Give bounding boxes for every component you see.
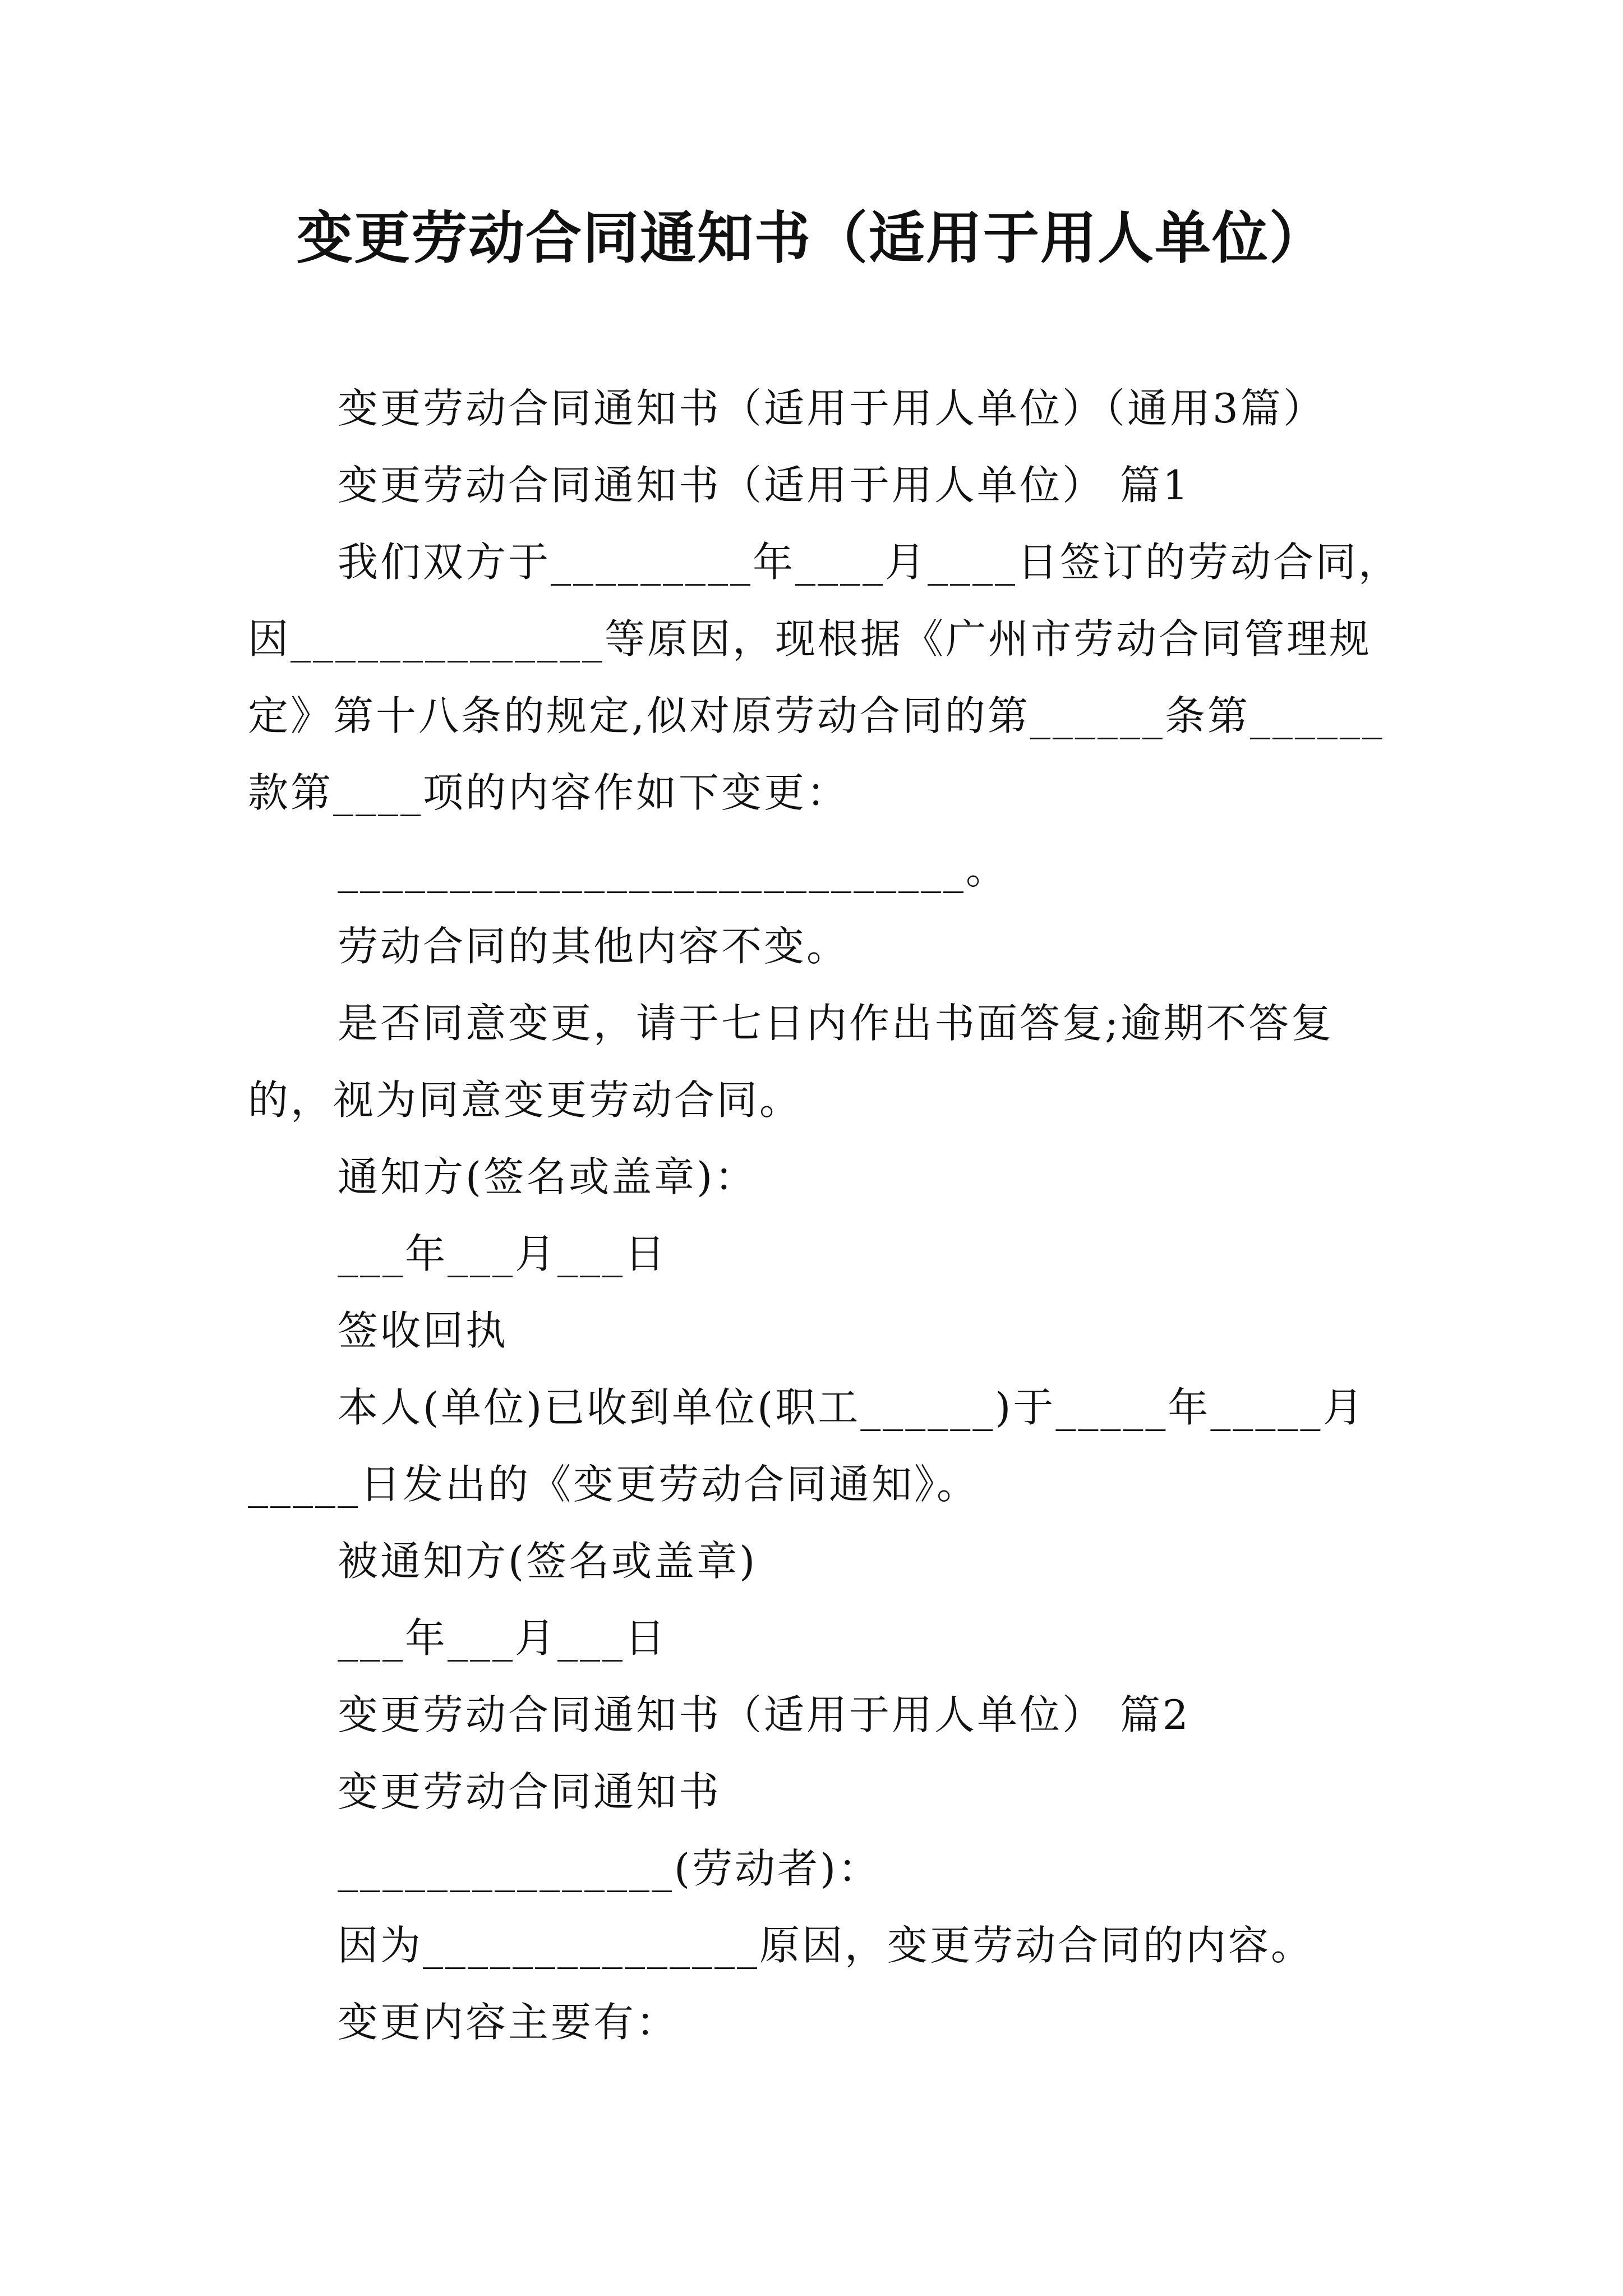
paragraph-line: 是否同意变更，请于七日内作出书面答复;逾期不答复	[338, 1000, 1334, 1047]
addressee-line: _______________(劳动者)：	[338, 1845, 881, 1892]
signature-label: 通知方(签名或盖章)：	[338, 1153, 758, 1200]
section-heading-1: 变更劳动合同通知书（适用于用人单位） 篇1	[338, 462, 1191, 509]
signature-label: 被通知方(签名或盖章)	[338, 1538, 758, 1585]
paragraph-line: 变更内容主要有：	[338, 1999, 679, 2046]
paragraph-line: 的，视为同意变更劳动合同。	[248, 1076, 803, 1124]
paragraph-line: 款第____项的内容作如下变更：	[248, 769, 850, 816]
date-line: ___年___月___日	[338, 1230, 668, 1277]
section-heading-2: 变更劳动合同通知书（适用于用人单位） 篇2	[338, 1691, 1191, 1738]
paragraph-line: 我们双方于_________年____月____日签订的劳动合同，	[338, 539, 1401, 586]
document-body	[248, 370, 1401, 2061]
notice-heading: 变更劳动合同通知书	[338, 1768, 722, 1815]
paragraph-line: 本人(单位)已收到单位(职工______)于_____年_____月	[338, 1384, 1366, 1431]
date-line: ___年___月___日	[338, 1614, 668, 1662]
subtitle-line: 变更劳动合同通知书（适用于用人单位）（通用3篇）	[338, 385, 1326, 432]
paragraph-line: _____日发出的《变更劳动合同通知》。	[248, 1461, 980, 1508]
paragraph-line: 因为_______________原因，变更劳动合同的内容。	[338, 1922, 1314, 1969]
blank-line: ____________________________。	[338, 846, 1008, 893]
document-title: 变更劳动合同通知书（适用于用人单位）	[297, 205, 1326, 271]
paragraph-line: 定》第十八条的规定,似对原劳动合同的第______条第______	[248, 692, 1385, 739]
paragraph-line: 因______________等原因，现根据《广州市劳动合同管理规	[248, 615, 1372, 662]
receipt-heading: 签收回执	[338, 1307, 509, 1354]
paragraph-line: 劳动合同的其他内容不变。	[338, 923, 850, 970]
